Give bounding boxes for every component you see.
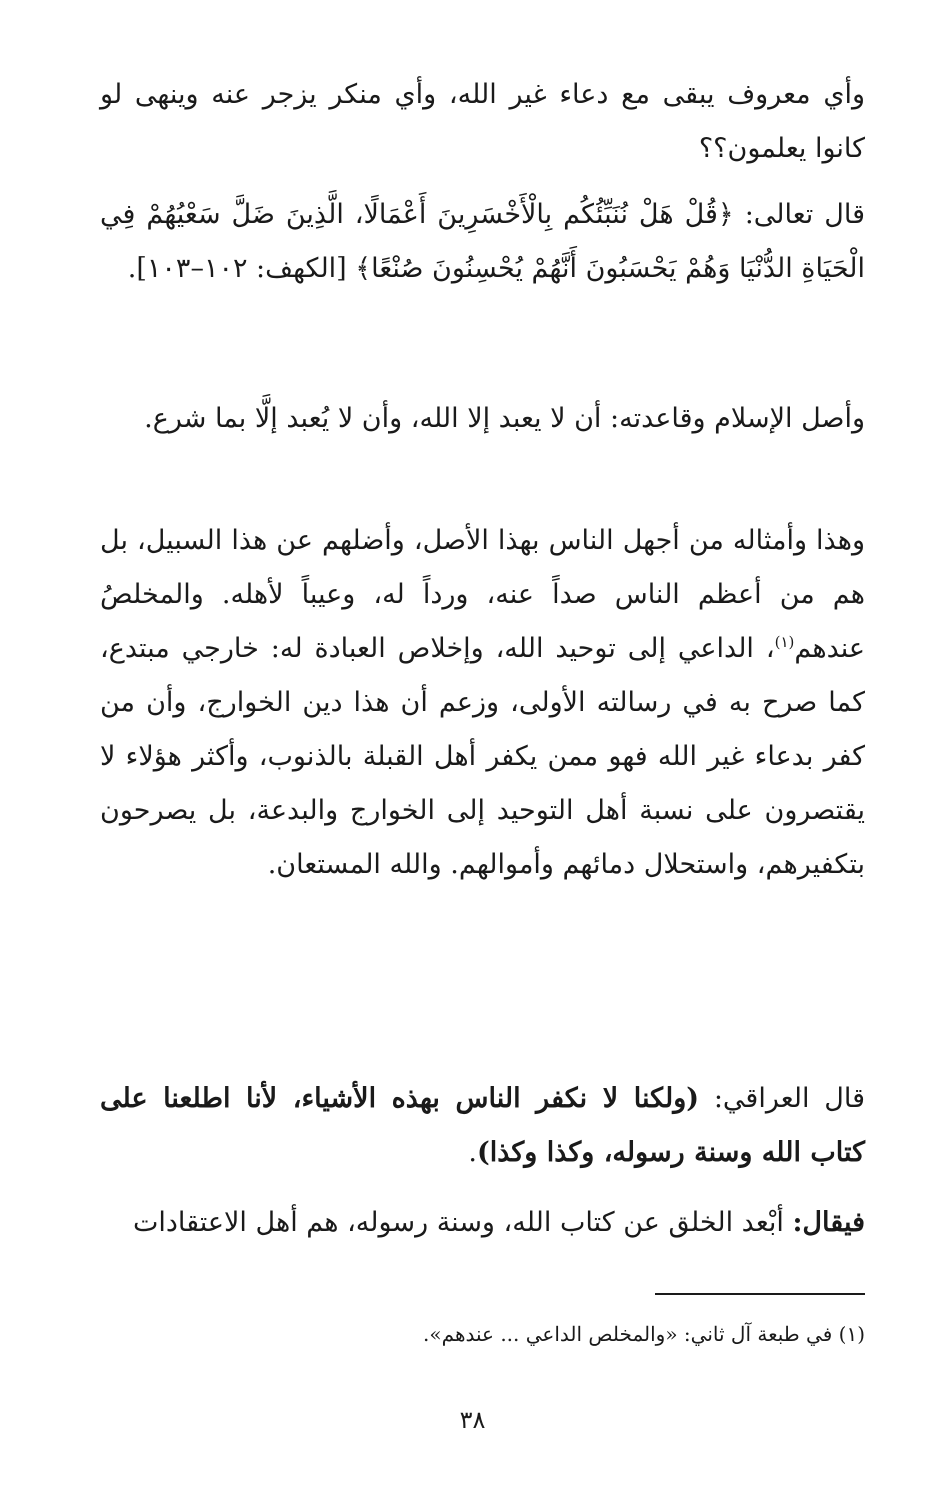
iraqi-intro: قال العراقي: [699, 1083, 865, 1114]
quote-intro: قال تعالى: [733, 199, 866, 230]
iraqi-quote-end: . [468, 1137, 477, 1168]
response-lead-bold: فيقال: [792, 1207, 865, 1238]
paragraph-iraqi-quote [100, 1072, 865, 1180]
paragraph-4-text-a: وهذا وأمثاله من أجهل الناس بهذا الأصل، وأضلهم عن هذا السبيل، بل هم من أعظم الناس صداً عنه، ورداً له، وعيباً لأهله. والمخلصُ عندهم [100, 525, 865, 664]
paragraph-4 [100, 514, 865, 892]
response-text: أبْعد الخلق عن كتاب الله، وسنة رسوله، هم أهل الاعتقادات [132, 1207, 793, 1238]
paragraph-1-text: وأي معروف يبقى مع دعاء غير الله، وأي منكر يزجر عنه وينهى لو كانوا يعلمون؟؟ [100, 79, 865, 164]
paragraph-3-text: وأصل الإسلام وقاعدته: أن لا يعبد إلا الله، وأن لا يُعبد إلَّا بما شرع. [144, 403, 865, 434]
footnote-divider [655, 1293, 865, 1295]
iraqi-quote-bold: (ولكنا لا نكفر الناس بهذه الأشياء، لأنا اطلعنا على كتاب الله وسنة رسوله، وكذا وكذا) [100, 1083, 865, 1168]
verse-reference: [الكهف: ١٠٢–١٠٣]. [127, 253, 356, 284]
paragraph-response [100, 1196, 865, 1250]
quran-verse: ﴿قُلْ هَلْ نُنَبِّئُكُم بِالْأَخْسَرِينَ أَعْمَالًا، الَّذِينَ ضَلَّ سَعْيُهُمْ فِي الْحَيَاةِ الدُّنْيَا وَهُمْ يَحْسَبُونَ أَنَّهُمْ يُحْسِنُونَ صُنْعًا﴾ [100, 199, 865, 284]
footnote-marker[interactable]: (١) [774, 633, 795, 651]
paragraph-1 [100, 68, 865, 176]
page-number: ٣٨ [459, 1406, 486, 1434]
paragraph-3 [100, 392, 865, 446]
paragraph-4-text-b: ، الداعي إلى توحيد الله، وإخلاص العبادة له: خارجي مبتدع، كما صرح به في رسالته الأولى، وزعم أن هذا دين الخوارج، وأن من كفر بدعاء غير الله فهو ممن يكفر أهل القبلة بالذنوب، وأكثر هؤلاء لا يقتصرون على نسبة أهل التوحيد إلى الخوارج والبدعة، بل يصرحون بتكفيرهم، واستحلال دمائهم وأموالهم. والله المستعان. [100, 633, 865, 880]
paragraph-quran-quote [100, 188, 865, 296]
footnote: (١) في طبعة آل ثاني: «والمخلص الداعي ... عندهم». [423, 1322, 865, 1346]
